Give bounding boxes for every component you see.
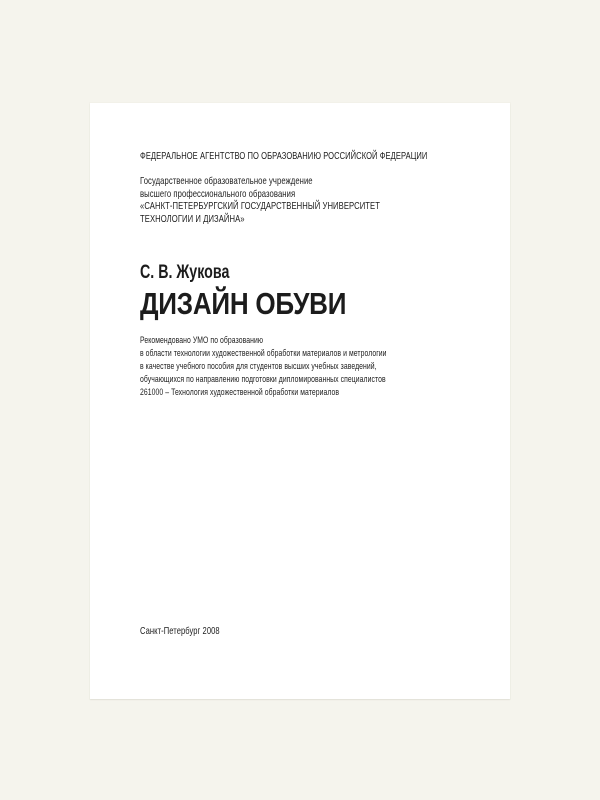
institution-block [140, 175, 380, 225]
document-page [90, 103, 510, 699]
imprint-line: Санкт-Петербург 2008 [140, 625, 220, 637]
recommendation-line: в качестве учебного пособия для студентов высших учебных заведений, [140, 361, 377, 372]
institution-line: «САНКТ-ПЕТЕРБУРГСКИЙ ГОСУДАРСТВЕННЫЙ УНИВЕРСИТЕТ [140, 200, 380, 212]
book-title: ДИЗАЙН ОБУВИ [140, 286, 347, 321]
agency-line: ФЕДЕРАЛЬНОЕ АГЕНТСТВО ПО ОБРАЗОВАНИЮ РОССИЙСКОЙ ФЕДЕРАЦИИ [140, 150, 428, 162]
author-name: С. В. Жукова [140, 262, 230, 283]
institution-line: Государственное образовательное учреждение [140, 175, 313, 187]
recommendation-line: Рекомендовано УМО по образованию [140, 335, 264, 346]
recommendation-block [140, 334, 387, 399]
institution-line: ТЕХНОЛОГИИ И ДИЗАЙНА» [140, 212, 245, 225]
recommendation-line: в области технологии художественной обработки материалов и метрологии [140, 348, 387, 359]
recommendation-line: обучающихся по направлению подготовки дипломированных специалистов [140, 374, 386, 385]
institution-line: высшего профессионального образования [140, 187, 296, 200]
recommendation-line: 261000 – Технология художественной обработки материалов [140, 387, 340, 398]
